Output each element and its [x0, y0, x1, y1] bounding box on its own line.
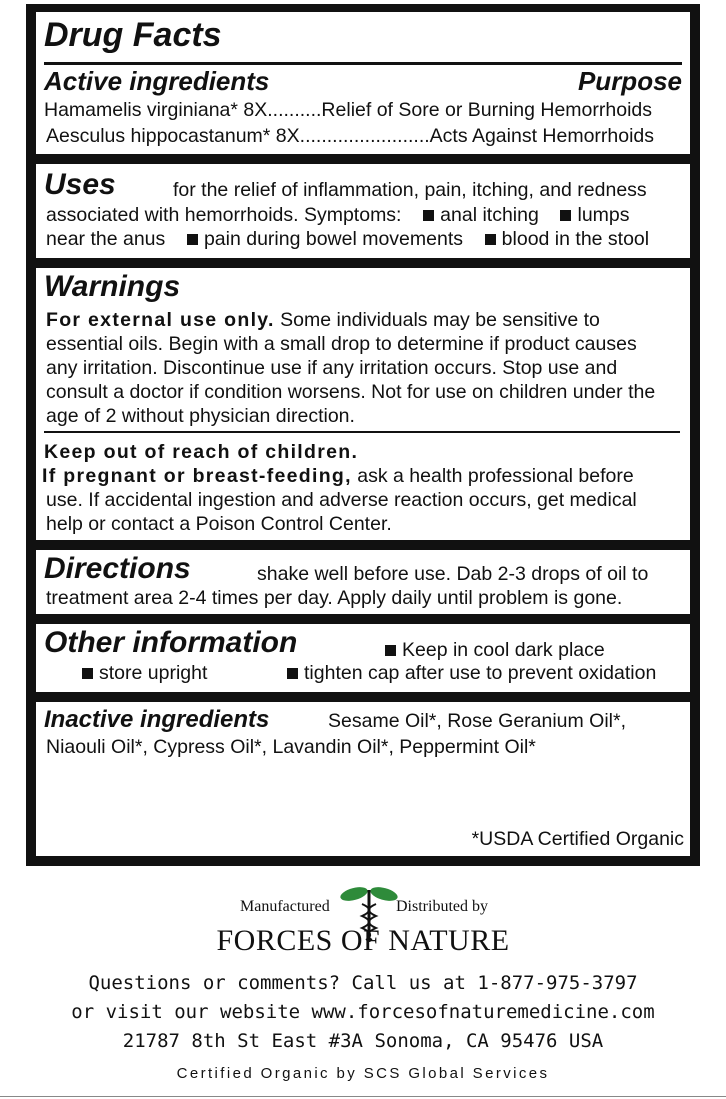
warnings-text: any irritation. Discontinue use if any irritation occurs. Stop use and: [46, 357, 618, 379]
manufactured-text: Manufactured: [240, 898, 330, 915]
other-item: Keep in cool dark place: [385, 638, 605, 662]
title-rule: [44, 62, 682, 65]
directions-panel: [36, 550, 690, 614]
uses-text: for the relief of inflammation, pain, itching, and redness: [173, 179, 647, 201]
distributed-text: Distributed by: [396, 898, 488, 915]
bullet-icon: [485, 234, 496, 245]
pregnant-text: help or contact a Poison Control Center.: [46, 513, 392, 535]
certified-text: Certified Organic by SCS Global Services: [176, 1065, 550, 1082]
warnings-text: consult a doctor if condition worsens. Not for use on children under the: [46, 381, 656, 403]
uses-panel: [36, 164, 690, 258]
manufacturer-line: [0, 896, 726, 926]
organic-note: *USDA Certified Organic: [471, 828, 684, 850]
inactive-ingredients-panel: [36, 702, 690, 856]
ingredient-line: Aesculus hippocastanum* 8X........................Acts Against Hemorrhoids: [46, 125, 655, 147]
warnings-text: For external use only. Some individuals may be sensitive to: [46, 309, 600, 331]
drug-facts-title: Drug Facts: [44, 16, 222, 54]
other-information-panel: [36, 624, 690, 692]
inactive-text: Sesame Oil*, Rose Geranium Oil*,: [328, 710, 627, 732]
warnings-text: age of 2 without physician direction.: [46, 405, 355, 427]
active-ingredients-panel: [36, 12, 690, 154]
warnings-divider: [44, 431, 680, 433]
pregnant-text: use. If accidental ingestion and adverse reaction occurs, get medical: [46, 489, 637, 511]
warnings-panel: [36, 268, 690, 540]
directions-heading: Directions: [44, 552, 191, 585]
other-information-heading: Other information: [44, 626, 298, 659]
inactive-text: Niaouli Oil*, Cypress Oil*, Lavandin Oil*, Peppermint Oil*: [46, 736, 536, 758]
inactive-ingredients-heading: Inactive ingredients: [44, 706, 270, 733]
directions-text: treatment area 2-4 times per day. Apply daily until problem is gone.: [46, 587, 623, 609]
ingredient-line: Hamamelis virginiana* 8X..........Relief of Sore or Burning Hemorrhoids: [44, 99, 653, 121]
directions-text: shake well before use. Dab 2-3 drops of oil to: [257, 563, 649, 585]
purpose-heading: Purpose: [577, 66, 682, 96]
keep-out-text: Keep out of reach of children.: [44, 441, 359, 463]
bullet-icon: [385, 645, 396, 656]
questions-text: Questions or comments? Call us at 1-877-975-3797: [88, 972, 638, 994]
bullet-icon: [82, 668, 93, 679]
bullet-icon: [187, 234, 198, 245]
bullet-icon: [560, 210, 571, 221]
address-text: 21787 8th St East #3A Sonoma, CA 95476 USA: [122, 1030, 604, 1052]
bottom-rule: [0, 1096, 726, 1097]
uses-text: near the anus pain during bowel movements blood in the stool: [46, 228, 650, 250]
active-ingredients-heading: Active ingredients: [44, 66, 270, 96]
pregnant-text: If pregnant or breast-feeding, ask a health professional before: [42, 465, 634, 487]
uses-heading: Uses: [44, 168, 116, 201]
website-text: or visit our website www.forcesofnaturemedicine.com: [71, 1001, 655, 1023]
brand-logo: FORCES OF NATURE: [216, 924, 510, 957]
warnings-text: essential oils. Begin with a small drop to determine if product causes: [46, 333, 637, 355]
uses-text: associated with hemorrhoids. Symptoms: anal itching lumps: [46, 204, 630, 226]
other-item: store upright: [82, 661, 207, 685]
bullet-icon: [423, 210, 434, 221]
bullet-icon: [287, 668, 298, 679]
warnings-heading: Warnings: [44, 270, 181, 303]
other-item: tighten cap after use to prevent oxidation: [287, 661, 656, 685]
